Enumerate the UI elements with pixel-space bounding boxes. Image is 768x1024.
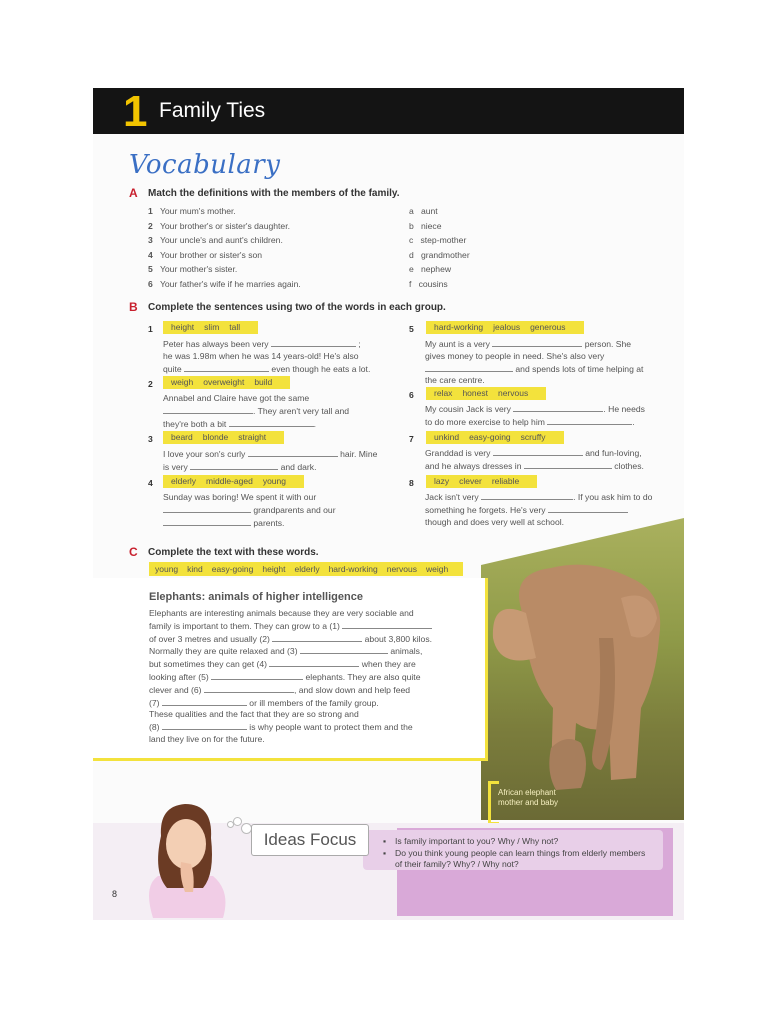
sentence-text: and spends lots of time helping at [515,363,644,374]
sentence-text: gives money to people in need. She's also very [425,350,605,361]
item-number: 4 [148,478,153,488]
sentence-text: quite [163,363,182,374]
article-text: Normally they are quite relaxed and (3) [149,646,298,657]
thought-bubble-icon [233,817,242,826]
sentence-text: clothes. [614,460,644,471]
ideas-question: ▪ Do you think young people can learn things from elderly members of their family? Why? / Why not? [383,848,653,870]
answer-item [409,234,470,246]
word-option: overweight [203,377,245,387]
answer-blank[interactable] [342,620,432,629]
answer-text: step-mother [420,235,467,245]
sentence-text: . [632,416,635,427]
answer-letter: c [409,235,414,245]
sentence-text: . [313,418,317,429]
article-text: (8) [149,722,160,733]
sentence-text: he was 1.98m when he was 14 years-old! He's also [163,350,359,361]
word-option: blonde [202,432,229,442]
article-text: (7) [149,697,160,708]
word-option: elderly [171,476,197,486]
word-option: nervous [386,564,417,574]
answer-blank[interactable] [493,447,583,456]
word-option: young [262,476,286,486]
item-number: 5 [148,264,153,274]
word-option: hard-working [328,564,378,574]
sentence-text: My aunt is a very [425,339,490,349]
answer-letter: f [409,278,412,289]
section-c-letter: C [129,545,138,559]
sentence-text: parents. [253,517,285,528]
article-text: animals, [390,646,423,657]
word-option: weigh [171,377,194,387]
word-group [426,321,584,334]
sentence-text: though and does very well at school. [425,516,565,527]
ideas-question: ▪ Is family important to you? Why / Why not? [383,836,653,847]
article-text: looking after (5) [149,671,209,682]
answer-blank[interactable] [425,363,513,372]
word-option: tall [229,322,241,332]
photo-caption: African elephant mother and baby [498,788,559,807]
article-text: or ill members of the family group. [249,697,379,708]
answer-item [409,278,470,290]
answer-list [409,205,470,290]
word-group [426,431,564,444]
article-text: These qualities and the fact that they are so strong and [149,709,359,720]
definition-text: Your uncle's and aunt's children. [159,235,283,245]
item-number: 1 [148,206,153,216]
article-text: of over 3 metres and usually (2) [149,633,270,644]
word-option: middle-aged [206,476,253,486]
textbook-page [93,88,684,920]
item-number: 1 [148,324,153,334]
page-number: 8 [112,889,118,899]
definition-list [148,205,301,290]
answer-item [409,263,470,275]
answer-blank[interactable] [163,517,251,526]
answer-blank[interactable] [492,338,582,347]
definition-item [148,220,301,232]
answer-blank[interactable] [271,338,356,347]
item-number: 3 [148,434,153,444]
article-text: elephants. They are also quite [305,671,421,682]
girl-face [166,819,206,869]
word-group [163,431,284,444]
answer-blank[interactable] [269,658,359,667]
sentence-text: something he forgets. He's very [425,504,546,515]
word-option: weigh [425,564,449,574]
answer-text: niece [420,220,442,231]
elephant-photo [481,518,684,820]
definition-item [148,278,301,290]
answer-blank[interactable] [162,721,247,730]
answer-blank[interactable] [547,416,635,427]
word-option: easy-going [211,564,254,574]
sentence-6 [425,403,675,429]
article-text: Elephants are interesting animals because they are very sociable and [149,608,414,618]
sentence-text: the care centre. [425,375,485,386]
definition-text: Your mum's mother. [159,206,236,216]
sentence-text: Granddad is very [425,448,491,458]
item-number: 4 [148,249,153,260]
answer-blank[interactable] [162,697,247,706]
unit-header-bar [93,88,684,134]
answer-blank[interactable] [190,461,278,470]
thinking-girl-photo [123,796,243,918]
section-b-letter: B [129,300,138,314]
sentence-text: to do more exercise to help him [425,416,545,427]
item-number: 6 [148,278,153,289]
article-text: land they live on for the future. [149,733,265,744]
answer-blank[interactable] [524,460,612,469]
sentence-text: . He needs [603,404,645,414]
word-group [163,376,290,389]
answer-letter: b [409,220,414,231]
definition-item [148,249,301,261]
definition-item [148,205,301,217]
item-number: 6 [409,390,414,400]
definition-item [148,234,301,246]
word-option: young [155,564,179,574]
article-text: about 3,800 kilos. [364,633,433,644]
section-a-letter: A [129,186,138,200]
item-number: 8 [409,478,414,488]
ideas-focus-label: Ideas Focus [251,824,369,856]
answer-blank[interactable] [248,448,338,457]
sentence-text: even though he eats a lot. [271,363,371,374]
article-text: family is important to them. They can grow to a (1) [149,620,340,631]
item-number: 2 [148,220,153,231]
answer-blank[interactable] [163,405,253,414]
word-option: height [171,322,195,332]
sentence-text: Jack isn't very [425,492,479,502]
section-b-instruction: Complete the sentences using two of the words in each group. [148,302,446,313]
word-option: elderly [294,564,320,574]
word-option: kind [187,564,203,574]
definition-text: Your father's wife if he marries again. [159,278,301,289]
sentence-text: . If you ask him to do [573,492,653,502]
sentence-7 [425,447,675,473]
ideas-question-list [383,836,653,871]
word-option: honest [462,388,488,398]
word-option: scruffy [520,432,546,442]
definition-item [148,263,301,275]
item-number: 5 [409,324,414,334]
word-bank [149,562,463,576]
article-text: but sometimes they can get (4) [149,659,267,670]
word-option: build [254,377,273,387]
word-group [426,475,537,488]
sentence-text: ; [358,339,361,349]
answer-blank[interactable] [513,403,603,412]
answer-blank[interactable] [548,504,628,513]
section-a-instruction: Match the definitions with the members of the family. [148,188,400,199]
article-text: when they are [361,659,416,670]
definition-text: Your brother or sister's son [159,249,263,260]
answer-item [409,249,470,261]
sentence-4 [163,492,398,529]
answer-blank[interactable] [300,645,388,654]
elephant-illustration [481,518,684,820]
sentence-text: they're both a bit [163,418,227,429]
answer-text: aunt [420,206,438,216]
word-option: generous [530,322,566,332]
item-number: 3 [148,235,153,245]
sentence-text: and he always dresses in [425,460,522,471]
word-option: lazy [434,476,450,486]
answer-text: cousins [418,278,448,289]
sentence-3 [163,448,398,474]
article-text: is why people want to protect them and the [249,722,413,733]
definition-text: Your mother's sister. [159,264,238,274]
answer-blank[interactable] [163,504,251,513]
word-option: nervous [497,388,529,398]
word-option: clever [459,476,482,486]
word-option: unkind [434,432,460,442]
sentence-text: grandparents and our [253,504,336,515]
sentence-text: and dark. [280,461,317,472]
article-text: clever and (6) [149,684,202,695]
item-number: 7 [409,434,414,444]
word-option: reliable [491,476,520,486]
baby-elephant [549,739,586,790]
sentence-5 [425,338,675,387]
sentence-1 [163,338,398,375]
sentence-text: Peter has always been very [163,339,269,349]
sentence-2 [163,393,398,430]
unit-title: Family Ties [159,99,266,122]
sentence-text: . They aren't very tall and [253,405,350,416]
answer-blank[interactable] [211,671,303,680]
sentence-text: hair. Mine [340,449,378,459]
article-body [149,608,479,746]
sentence-text: Sunday was boring! We spent it with our [163,492,317,502]
article-text: , and slow down and help feed [293,684,411,695]
answer-letter: e [409,264,414,274]
word-option: easy-going [469,432,511,442]
sentence-text: I love your son's curly [163,449,246,459]
answer-blank[interactable] [272,633,362,642]
answer-item [409,220,470,232]
answer-item [409,205,470,217]
answer-text: nephew [420,264,452,274]
article-title: Elephants: animals of higher intelligence [149,591,363,603]
unit-number: 1 [123,88,148,136]
word-option: relax [434,388,453,398]
answer-letter: a [409,206,414,216]
word-option: jealous [493,322,521,332]
sentence-text: Annabel and Claire have got the same [163,393,310,403]
sentence-text: and fun-loving, [585,448,642,458]
answer-text: grandmother [420,249,470,260]
item-number: 2 [148,379,153,389]
word-option: hard-working [434,322,484,332]
word-group [163,321,258,334]
answer-blank[interactable] [481,491,573,500]
sentence-text: person. She [584,339,632,349]
sentence-text: My cousin Jack is very [425,404,511,414]
sentence-8 [425,491,675,528]
word-option: straight [238,432,267,442]
answer-blank[interactable] [204,684,294,693]
word-option: slim [204,322,220,332]
girl-illustration [123,796,243,918]
sentence-text: is very [163,461,188,472]
word-option: beard [171,432,193,442]
answer-blank[interactable] [184,363,269,372]
word-group [163,475,304,488]
word-group [426,387,546,400]
section-c-instruction: Complete the text with these words. [148,547,319,558]
answer-blank[interactable] [229,418,317,429]
definition-text: Your brother's or sister's daughter. [159,220,290,231]
vocabulary-heading: Vocabulary [129,150,281,180]
answer-letter: d [409,249,414,260]
word-option: height [262,564,286,574]
